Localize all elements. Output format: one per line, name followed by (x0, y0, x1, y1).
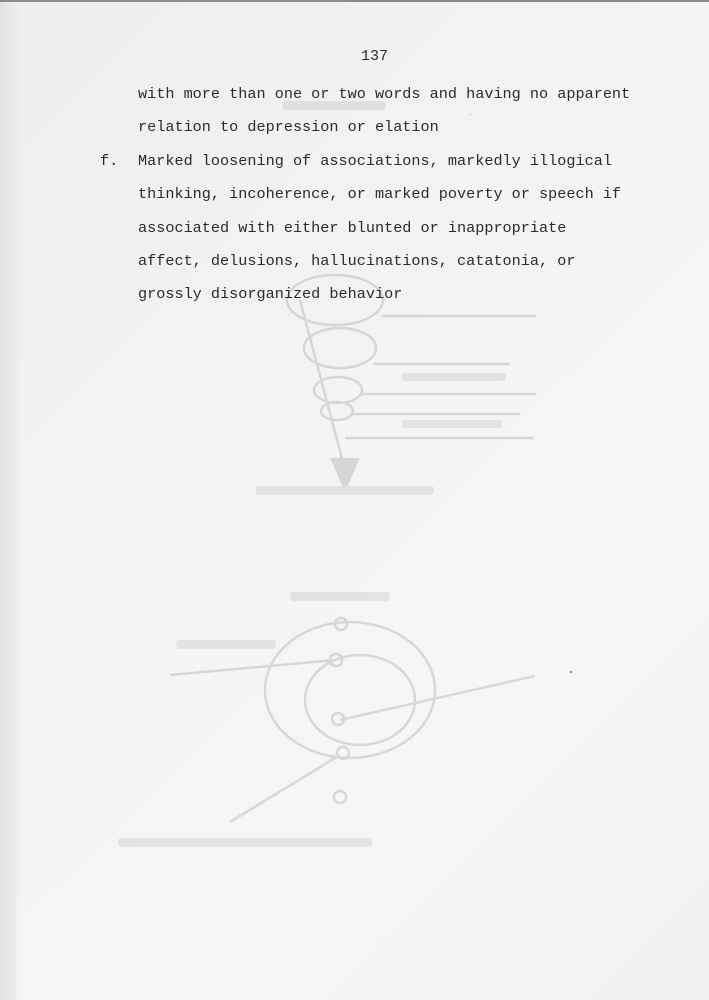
list-item-marker: f. (100, 151, 119, 170)
paper-speck (470, 114, 471, 115)
text-line: Marked loosening of associations, markedly illogical (138, 151, 612, 170)
text-line: associated with either blunted or inappropriate (138, 218, 567, 237)
paper-speck (570, 671, 572, 673)
list-item-f (100, 145, 700, 312)
text-line: affect, delusions, hallucinations, catatonia, or (138, 252, 576, 271)
text-line: with more than one or two words and having no apparent (138, 85, 631, 103)
page-number: 137 (361, 48, 389, 65)
text-line: relation to depression or elation (138, 118, 439, 137)
text-line: thinking, incoherence, or marked poverty or speech if (138, 185, 622, 204)
text-line: grossly disorganized behavior (138, 285, 403, 304)
body-text (100, 78, 700, 312)
